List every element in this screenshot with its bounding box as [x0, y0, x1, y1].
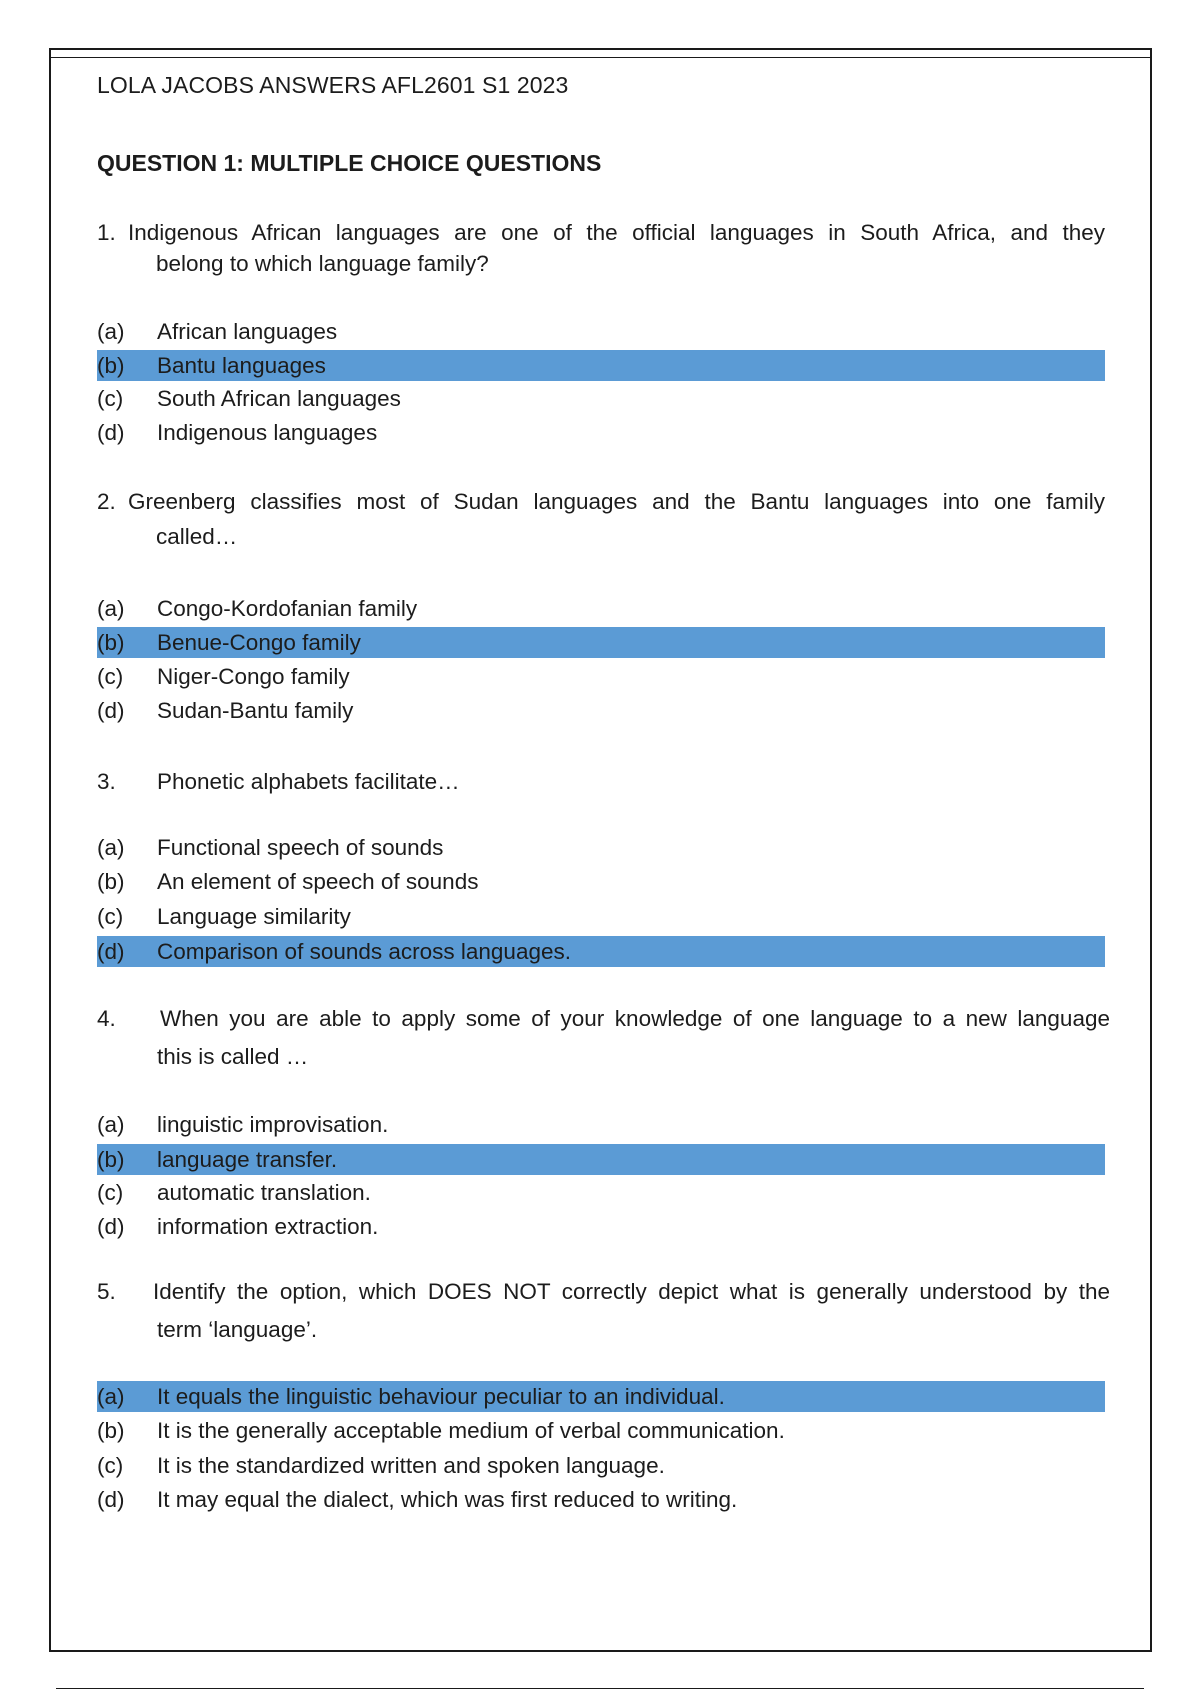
option-text: Bantu languages	[157, 353, 326, 378]
option-label: (b)	[97, 1147, 125, 1172]
option-label: (a)	[97, 319, 125, 344]
question-4-option-a[interactable]	[97, 1109, 1105, 1140]
option-text: Benue-Congo family	[157, 630, 361, 655]
question-text-line2: this is called …	[157, 1044, 309, 1069]
frame-inner-rule	[51, 57, 1150, 58]
option-text: Niger-Congo family	[157, 664, 350, 689]
question-2-option-a[interactable]	[97, 593, 1105, 624]
option-text: information extraction.	[157, 1214, 379, 1239]
option-label: (d)	[97, 420, 125, 445]
question-number: 5.	[97, 1279, 116, 1304]
option-label: (b)	[97, 1418, 125, 1443]
question-1-option-b-correct[interactable]	[97, 350, 1105, 381]
question-3-option-d-correct[interactable]	[97, 936, 1105, 967]
option-text: An element of speech of sounds	[157, 869, 479, 894]
section-title: QUESTION 1: MULTIPLE CHOICE QUESTIONS	[97, 150, 602, 176]
option-text: It is the standardized written and spoken language.	[157, 1453, 665, 1478]
question-text-line1: Greenberg classifies most of Sudan languages and the Bantu languages into one family	[128, 489, 1105, 514]
question-5-option-c[interactable]	[97, 1450, 1105, 1481]
option-text: language transfer.	[157, 1147, 338, 1172]
option-label: (a)	[97, 1384, 125, 1409]
option-text: South African languages	[157, 386, 401, 411]
question-3-option-c[interactable]	[97, 901, 1105, 932]
question-4-option-b-correct[interactable]	[97, 1144, 1105, 1175]
option-label: (c)	[97, 1180, 124, 1205]
question-2-option-b-correct[interactable]	[97, 627, 1105, 658]
option-text: Congo-Kordofanian family	[157, 596, 418, 621]
option-label: (c)	[97, 664, 124, 689]
option-label: (c)	[97, 1453, 124, 1478]
option-label: (b)	[97, 353, 125, 378]
option-text: Comparison of sounds across languages.	[157, 939, 571, 964]
question-1-option-c[interactable]	[97, 383, 1105, 414]
question-3-option-b[interactable]	[97, 866, 1105, 897]
option-label: (c)	[97, 904, 124, 929]
question-number: 1.	[97, 220, 116, 245]
question-4-option-c[interactable]	[97, 1177, 1105, 1208]
option-label: (d)	[97, 1214, 125, 1239]
question-2-option-d[interactable]	[97, 695, 1105, 726]
question-1-option-a[interactable]	[97, 316, 1105, 347]
question-text-line1: Phonetic alphabets facilitate…	[157, 769, 460, 794]
question-text-line2: called…	[156, 524, 238, 549]
option-label: (d)	[97, 1487, 125, 1512]
question-number: 4.	[97, 1006, 116, 1031]
question-5-option-b[interactable]	[97, 1415, 1105, 1446]
option-label: (c)	[97, 386, 124, 411]
question-number: 2.	[97, 489, 116, 514]
question-text-line1: Indigenous African languages are one of the official languages in South Africa, and they	[128, 220, 1105, 245]
question-5-option-d[interactable]	[97, 1484, 1105, 1515]
option-label: (d)	[97, 698, 125, 723]
option-label: (b)	[97, 630, 125, 655]
option-text: It is the generally acceptable medium of verbal communication.	[157, 1418, 785, 1443]
option-text: Indigenous languages	[157, 420, 378, 445]
option-text: linguistic improvisation.	[157, 1112, 389, 1137]
question-text-line2: belong to which language family?	[156, 251, 489, 276]
question-4-option-d[interactable]	[97, 1211, 1105, 1242]
question-text-line1: When you are able to apply some of your knowledge of one language to a new language	[160, 1006, 1110, 1031]
option-label: (a)	[97, 1112, 125, 1137]
option-text: It may equal the dialect, which was first reduced to writing.	[157, 1487, 738, 1512]
bottom-rule	[56, 1688, 1144, 1689]
option-text: Sudan-Bantu family	[157, 698, 354, 723]
option-label: (a)	[97, 835, 125, 860]
question-3-option-a[interactable]	[97, 832, 1105, 863]
document-title: LOLA JACOBS ANSWERS AFL2601 S1 2023	[97, 72, 569, 98]
option-text: It equals the linguistic behaviour peculiar to an individual.	[157, 1384, 725, 1409]
option-text: automatic translation.	[157, 1180, 371, 1205]
option-text: Language similarity	[157, 904, 351, 929]
question-text-line1: Identify the option, which DOES NOT correctly depict what is generally understood by the	[153, 1279, 1110, 1304]
question-1-option-d[interactable]	[97, 417, 1105, 448]
option-label: (a)	[97, 596, 125, 621]
question-text-line2: term ‘language’.	[157, 1317, 318, 1342]
option-text: Functional speech of sounds	[157, 835, 444, 860]
option-label: (d)	[97, 939, 125, 964]
option-text: African languages	[157, 319, 338, 344]
option-label: (b)	[97, 869, 125, 894]
question-2-option-c[interactable]	[97, 661, 1105, 692]
question-number: 3.	[97, 769, 116, 794]
question-5-option-a-correct[interactable]	[97, 1381, 1105, 1412]
